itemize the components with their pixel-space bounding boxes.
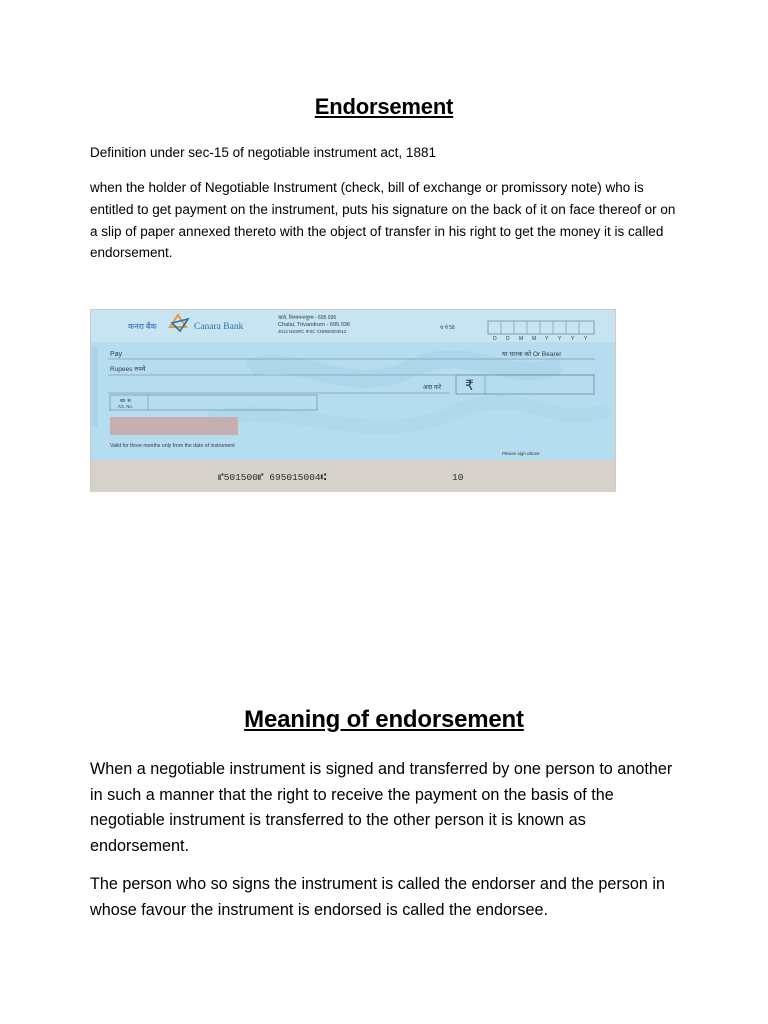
account-label: A/c. No. [118, 404, 133, 409]
section-title-endorsement: Endorsement [314, 94, 454, 119]
side-strip [92, 347, 98, 427]
redacted-block [110, 417, 238, 435]
branch-address: Chalai, Trivandrum - 695 036 [278, 322, 351, 328]
micr-transaction-code: 10 [452, 472, 464, 483]
micr-code: ⑈501500⑈ 695015004⑆ [218, 472, 327, 483]
date-label-y3: Y [571, 336, 575, 342]
bearer-label: या धारक को Or Bearer [502, 351, 562, 358]
date-label-d2: D [506, 336, 510, 342]
rupee-symbol: ₹ [465, 377, 474, 393]
date-label-m2: M [532, 336, 537, 342]
definition-line: Definition under sec-15 of negotiable instrument act, 1881 [90, 145, 436, 160]
date-label-y2: Y [558, 336, 562, 342]
cheque-image [90, 309, 616, 492]
meaning-paragraph-2: The person who so signs the instrument is called the endorser and the person in whose favour the instrument is endorsed is called the endorsee. [90, 875, 665, 919]
date-label-y1: Y [545, 336, 549, 342]
date-label-m1: M [519, 336, 524, 342]
date-label-y4: Y [584, 336, 588, 342]
micr-band [91, 460, 615, 492]
pay-label: Pay [110, 351, 123, 358]
bank-name-hindi: कनरा बैंक [128, 322, 157, 331]
section-title-meaning: Meaning of endorsement [244, 706, 524, 733]
ada-karen-label: अदा करें [423, 385, 442, 391]
meaning-paragraph-1: When a negotiable instrument is signed and transferred by one person to another in such a manner that the right to receive the payment on the basis of the negotiable instrument is transferred to the other person it is known as endorsement. [90, 760, 673, 855]
branch-ifsc: 3012 NSSRC IFSC CNRB0003012 [278, 329, 347, 334]
date-label-d1: D [493, 336, 497, 342]
cheque-series: च चे 58 [440, 325, 455, 331]
branch-line-hindi: चालै, तिरुवनन्तपुरम - 695 036 [278, 315, 337, 321]
validity-note: Valid for three months only from the date of instrument [110, 443, 235, 449]
account-label-hindi: खा. सं. [120, 398, 132, 403]
sign-label: Please sign above [502, 451, 540, 456]
rupees-label: Rupees रुपये [110, 366, 146, 373]
bank-name: Canara Bank [194, 322, 244, 332]
definition-paragraph: when the holder of Negotiable Instrument (check, bill of exchange or promissory note) who is entitled to get payment on the instrument, puts his signature on the back of it on face thereof or on a slip of paper annexed thereto with the object of transfer in his right to get the money it is called endorsement. [90, 180, 676, 261]
